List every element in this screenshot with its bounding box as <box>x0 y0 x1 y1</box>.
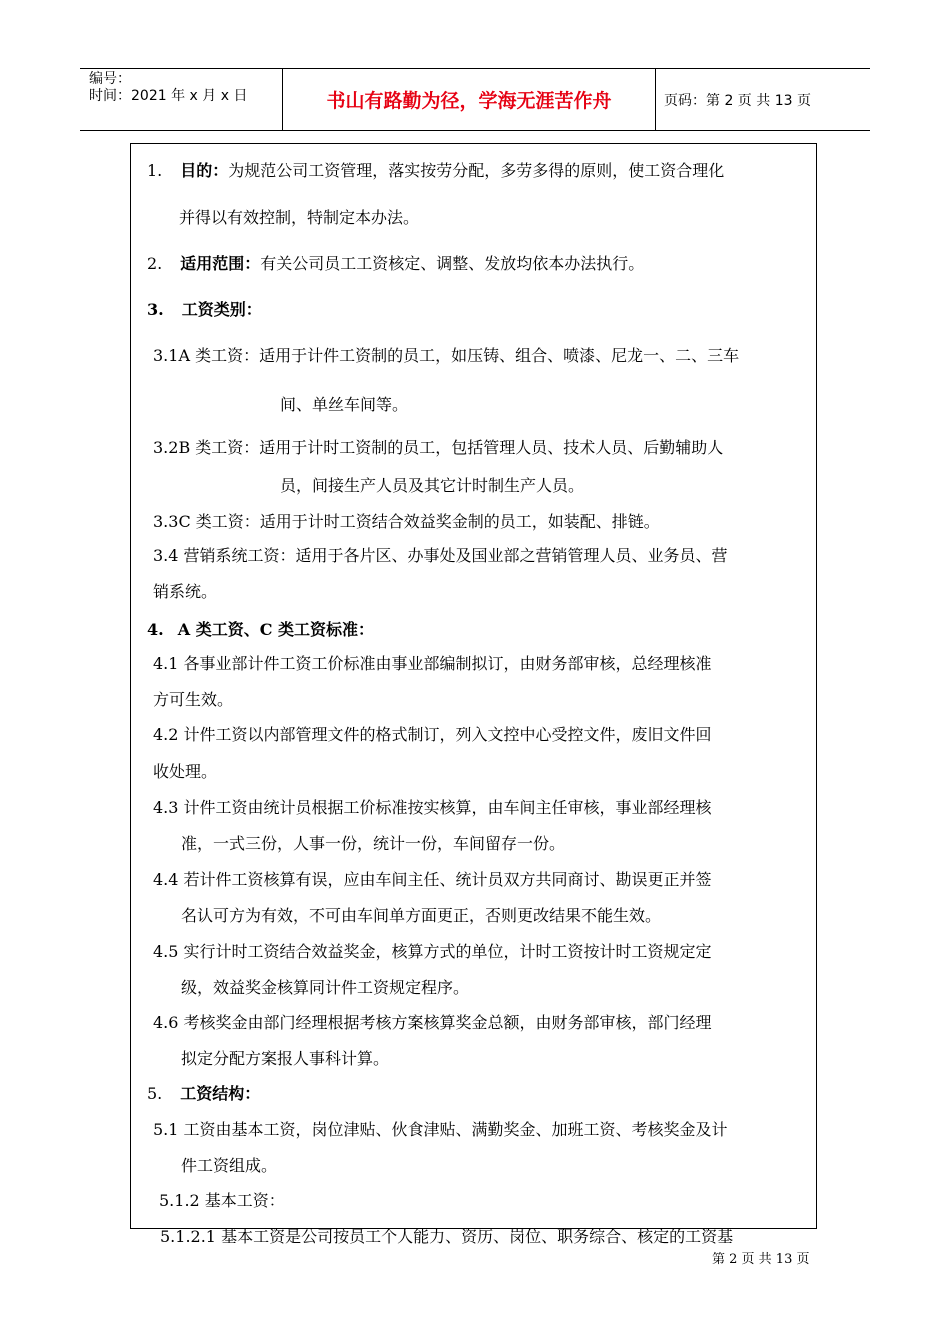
item-3-3-line-1: 3.3C 类工资：适用于计时工资结合效益奖金制的员工，如装配、排链。 <box>153 512 660 531</box>
section-5-title: 工资结构： <box>180 1084 261 1103</box>
header-motto: 书山有路勤为径，学海无涯苦作舟 <box>282 69 656 130</box>
item-3-2-line-1: 3.2B 类工资：适用于计时工资制的员工，包括管理人员、技术人员、后勤辅助人 <box>153 438 724 457</box>
section-3-heading <box>147 299 262 321</box>
header-meta <box>80 69 282 130</box>
section-5-heading <box>147 1083 260 1105</box>
page-header <box>80 68 870 131</box>
section-1-text: 为规范公司工资管理，落实按劳分配，多劳多得的原则，使工资合理化 <box>228 161 725 180</box>
section-4-heading <box>147 619 374 641</box>
item-4-3-line-2: 准，一式三份，人事一份，统计一份，车间留存一份。 <box>181 834 566 853</box>
item-3-4-line-1: 3.4 营销系统工资：适用于各片区、办事处及国业部之营销管理人员、业务员、营 <box>153 546 728 565</box>
item-4-2-line-1: 4.2 计件工资以内部管理文件的格式制订，列入文控中心受控文件，废旧文件回 <box>153 725 712 744</box>
item-4-2-line-2: 收处理。 <box>153 762 218 781</box>
section-2-number: 2. <box>147 254 163 273</box>
item-3-2-line-2: 员，间接生产人员及其它计时制生产人员。 <box>280 476 585 495</box>
item-5-1-2-1-line-1: 5.1.2.1 基本工资是公司按员工个人能力、资历、岗位、职务综合、核定的工资基 <box>160 1227 734 1246</box>
item-4-3-line-1: 4.3 计件工资由统计员根据工价标准按实核算，由车间主任审核，事业部经理核 <box>153 798 712 817</box>
item-5-1-2-line-1: 5.1.2 基本工资： <box>159 1191 285 1210</box>
section-1-number: 1. <box>147 161 163 180</box>
item-4-1-line-1: 4.1 各事业部计件工资工价标准由事业部编制拟订，由财务部审核，总经理核准 <box>153 654 712 673</box>
item-4-1-line-2: 方可生效。 <box>153 690 234 709</box>
item-4-6-line-1: 4.6 考核奖金由部门经理根据考核方案核算奖金总额，由财务部审核，部门经理 <box>153 1013 712 1032</box>
section-4-number: 4. <box>147 620 164 639</box>
content-frame <box>130 143 817 1229</box>
item-5-1-line-1: 5.1 工资由基本工资，岗位津贴、伙食津贴、满勤奖金、加班工资、考核奖金及计 <box>153 1120 728 1139</box>
item-3-1-line-1: 3.1A 类工资：适用于计件工资制的员工，如压铸、组合、喷漆、尼龙一、二、三车 <box>153 346 740 365</box>
item-5-1-line-2: 件工资组成。 <box>181 1156 278 1175</box>
section-2-line <box>147 253 644 275</box>
document-time: 时间：2021 年 x 月 x 日 <box>89 88 248 104</box>
section-1-line-1 <box>147 160 724 182</box>
section-3-number: 3. <box>147 300 164 319</box>
section-1-title: 目的： <box>180 161 229 180</box>
section-4-title: A 类工资、C 类工资标准： <box>177 620 374 639</box>
page-footer-number: 第 2 页 共 13 页 <box>712 1252 810 1267</box>
section-5-number: 5. <box>147 1084 163 1103</box>
item-4-5-line-2: 级，效益奖金核算同计件工资规定程序。 <box>181 978 470 997</box>
item-4-4-line-1: 4.4 若计件工资核算有误，应由车间主任、统计员双方共同商讨、勘误更正并签 <box>153 870 712 889</box>
section-2-text: 有关公司员工工资核定、调整、发放均依本办法执行。 <box>260 254 645 273</box>
item-3-4-line-2: 销系统。 <box>153 582 218 601</box>
item-3-1-line-2: 间、单丝车间等。 <box>280 395 409 414</box>
item-4-4-line-2: 名认可方为有效，不可由车间单方面更正，否则更改结果不能生效。 <box>181 906 662 925</box>
section-2-title: 适用范围： <box>180 254 261 273</box>
section-3-title: 工资类别： <box>181 300 262 319</box>
section-1-line-2: 并得以有效控制，特制定本办法。 <box>179 208 420 227</box>
item-4-6-line-2: 拟定分配方案报人事科计算。 <box>181 1049 390 1068</box>
header-page-number: 页码：第 2 页 共 13 页 <box>664 92 811 109</box>
item-4-5-line-1: 4.5 实行计时工资结合效益奖金，核算方式的单位，计时工资按计时工资规定定 <box>153 942 712 961</box>
document-code-label: 编号： <box>89 71 131 87</box>
